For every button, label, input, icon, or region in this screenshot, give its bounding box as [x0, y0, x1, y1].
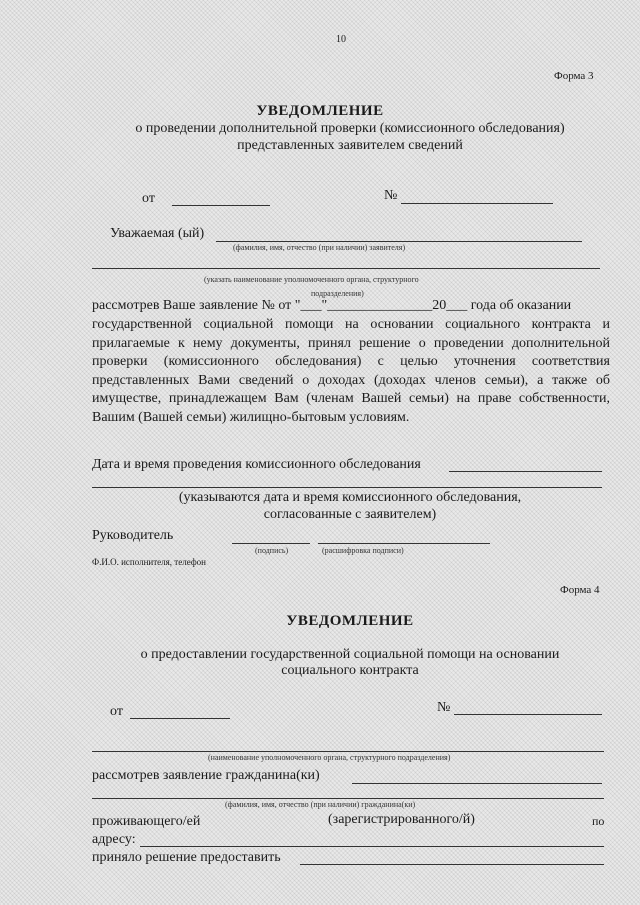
form3-decoding-line [318, 543, 490, 544]
form3-body-first-line: рассмотрев Ваше заявление № от "___"_______________20___ года об оказании [92, 298, 572, 313]
page-number: 10 [336, 34, 346, 45]
form4-label: Форма 4 [560, 584, 600, 596]
form3-org-field-line [92, 268, 600, 269]
form3-inspection-date-label: Дата и время проведения комиссионного обследования [92, 457, 421, 472]
form4-subtitle-line2: социального контракта [281, 663, 419, 678]
form4-residing-label: проживающего/ей [92, 814, 201, 829]
form4-title: УВЕДОМЛЕНИЕ [286, 613, 414, 629]
form3-signature-caption: (подпись) [255, 546, 289, 555]
form3-label: Форма 3 [554, 70, 594, 82]
form4-considered-label: рассмотрев заявление гражданина(ки) [92, 768, 320, 783]
form4-address-label: адресу: [92, 832, 136, 847]
form3-head-label: Руководитель [92, 528, 174, 543]
form4-date-field-line [130, 718, 230, 719]
form3-number-label: № [384, 188, 398, 203]
form3-signature-line [232, 543, 310, 544]
form4-citizen-caption: (фамилия, имя, отчество (при наличии) гражданина(ки) [225, 800, 416, 809]
form3-subtitle-line2: представленных заявителем сведений [237, 138, 463, 153]
form3-body-paragraph [92, 316, 610, 427]
form4-org-caption: (наименование уполномоченного органа, структурного подразделения) [208, 753, 451, 762]
form4-registered-label: (зарегистрированного/й) [328, 812, 475, 827]
form3-title: УВЕДОМЛЕНИЕ [256, 103, 384, 119]
form4-number-label: № [437, 700, 451, 715]
form3-from-label: от [142, 191, 155, 206]
form4-decision-field-line [300, 864, 604, 865]
form4-by-label: по [592, 814, 605, 828]
form4-citizen-field-line [352, 783, 602, 784]
form3-executor-note: Ф.И.О. исполнителя, телефон [92, 557, 206, 567]
form4-citizen-field-line-2 [92, 798, 604, 799]
form4-decided-label: приняло решение предоставить [92, 850, 281, 865]
form3-org-caption-line2: подразделения) [311, 289, 364, 298]
form3-greeting-field-line [216, 241, 582, 242]
form3-greeting: Уважаемая (ый) [110, 226, 205, 241]
form3-date-field-line [172, 205, 270, 206]
form3-greeting-caption: (фамилия, имя, отчество (при наличии) заявителя) [233, 243, 406, 252]
form3-date-caption-line2: согласованные с заявителем) [263, 507, 437, 522]
form3-org-caption-line1: (указать наименование уполномоченного органа, структурного [204, 275, 419, 284]
form3-date-caption-line1: (указываются дата и время комиссионного обследования, [178, 490, 522, 505]
form3-body-text: государственной социальной помощи на основании социального контракта и прилагаемые к нему документы, принял решение о проведении дополнительной проверки (комиссионного обследования) с целью уточнения соответствия представленных Вами сведений о доходах (доходах членов семьи), а также об имуществе, принадлежащем Вам (членам Вашей семьи) на праве собственности, Вашим (Вашей семьи) жилищно-бытовым условиям. [92, 317, 610, 425]
form3-subtitle-line1: о проведении дополнительной проверки (комиссионного обследования) [135, 121, 565, 136]
form3-inspection-date-field-line [449, 471, 602, 472]
form4-address-field-line [140, 846, 604, 847]
form4-subtitle-line1: о предоставлении государственной социальной помощи на основании [140, 647, 560, 662]
form4-org-field-line [92, 751, 604, 752]
form3-inspection-date-field-line-2 [92, 487, 602, 488]
form4-from-label: от [110, 704, 123, 719]
form3-number-field-line [401, 203, 553, 204]
form3-decoding-caption: (расшифровка подписи) [322, 546, 404, 555]
form4-number-field-line [454, 714, 602, 715]
